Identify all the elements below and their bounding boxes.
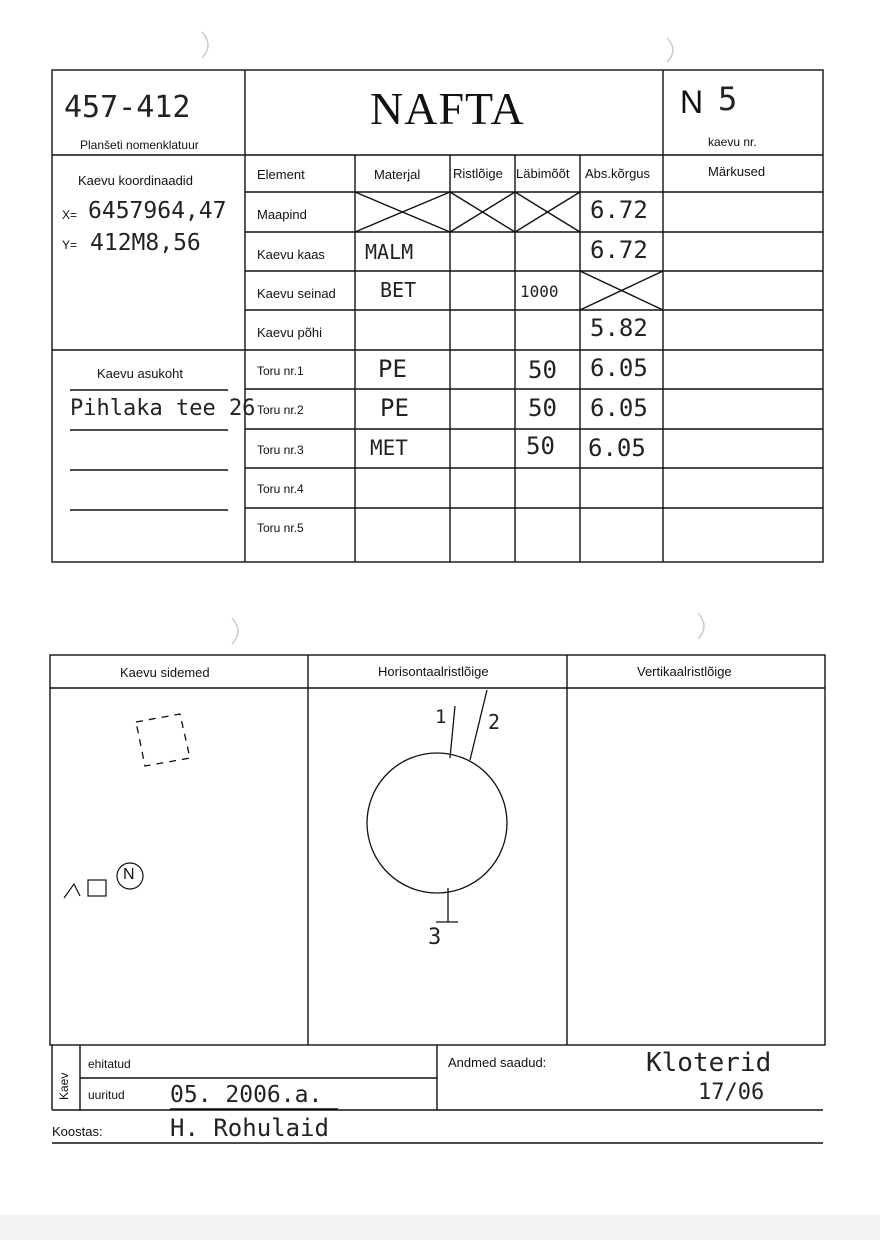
- row-abs-value: 6.72: [590, 196, 648, 224]
- compiled-by-value: H. Rohulaid: [170, 1114, 329, 1142]
- scan-edge: [0, 1215, 880, 1240]
- compiled-by-label: Koostas:: [52, 1124, 103, 1139]
- row-abs-value: 5.82: [590, 314, 648, 342]
- row-abs-value: 6.05: [590, 354, 648, 382]
- sidemed-label: Kaevu sidemed: [120, 665, 210, 680]
- row-material: MET: [370, 436, 408, 460]
- sheet-nomenclature-label: Planšeti nomenklatuur: [80, 138, 199, 152]
- row-element: Kaevu kaas: [257, 247, 325, 262]
- row-element: Kaevu põhi: [257, 325, 323, 340]
- vertical-section-label: Vertikaalristlõige: [637, 664, 732, 679]
- uuritud-label: uuritud: [88, 1088, 125, 1102]
- coordinates-label: Kaevu koordinaadid: [78, 173, 193, 188]
- well-number-prefix: N: [680, 84, 704, 120]
- col-header-element: Element: [257, 167, 305, 182]
- data-received-name: Kloterid: [646, 1048, 772, 1078]
- x-coordinate-value: 6457964,47: [88, 198, 227, 224]
- row-diameter: 50: [528, 356, 557, 384]
- row-abs-value: 6.05: [588, 434, 646, 462]
- row-element: Toru nr.4: [257, 482, 304, 496]
- col-header-ristloige: Ristlõige: [453, 166, 503, 181]
- row-element: Maapind: [257, 207, 307, 222]
- ehitatud-label: ehitatud: [88, 1057, 131, 1071]
- page-title: NAFTA: [370, 83, 525, 134]
- x-coordinate-prefix: X=: [62, 208, 78, 222]
- y-coordinate-value: 412M8,56: [90, 230, 201, 256]
- data-received-date: 17/06: [698, 1080, 765, 1105]
- col-header-labimoot: Läbimõõt: [516, 166, 570, 181]
- row-abs-value: 6.05: [590, 394, 648, 422]
- kaev-label: Kaev: [57, 1072, 71, 1100]
- col-header-materjal: Materjal: [374, 167, 421, 182]
- sheet-number: 457-412: [64, 90, 191, 125]
- location-value: Pihlaka tee 26: [70, 396, 256, 421]
- well-number-value: 5: [718, 80, 738, 118]
- col-header-markused: Märkused: [708, 164, 766, 179]
- row-abs-value: 6.72: [590, 236, 648, 264]
- row-diameter: 50: [526, 432, 555, 460]
- row-element: Toru nr.1: [257, 364, 304, 378]
- uuritud-value: 05. 2006.a.: [170, 1082, 323, 1108]
- y-coordinate-prefix: Y=: [62, 238, 78, 252]
- row-material: PE: [380, 394, 409, 422]
- row-material: BET: [380, 278, 417, 302]
- row-diameter: 1000: [520, 282, 559, 301]
- row-element: Kaevu seinad: [257, 286, 336, 301]
- row-element: Toru nr.3: [257, 443, 304, 457]
- row-material: PE: [378, 355, 407, 383]
- row-diameter: 50: [528, 394, 557, 422]
- horizontal-section-label: Horisontaalristlõige: [378, 664, 489, 679]
- row-element: Toru nr.2: [257, 403, 304, 417]
- pipe-label-1: 1: [435, 706, 447, 728]
- row-material: MALM: [365, 240, 414, 264]
- pipe-label-2: 2: [488, 710, 501, 734]
- location-label: Kaevu asukoht: [97, 366, 184, 381]
- data-received-label: Andmed saadud:: [448, 1055, 547, 1070]
- well-number-label: kaevu nr.: [708, 135, 757, 149]
- col-header-abs-korgus: Abs.kõrgus: [585, 166, 651, 181]
- row-element: Toru nr.5: [257, 521, 304, 535]
- north-arrow-icon: N: [123, 866, 135, 883]
- pipe-label-3: 3: [428, 925, 442, 950]
